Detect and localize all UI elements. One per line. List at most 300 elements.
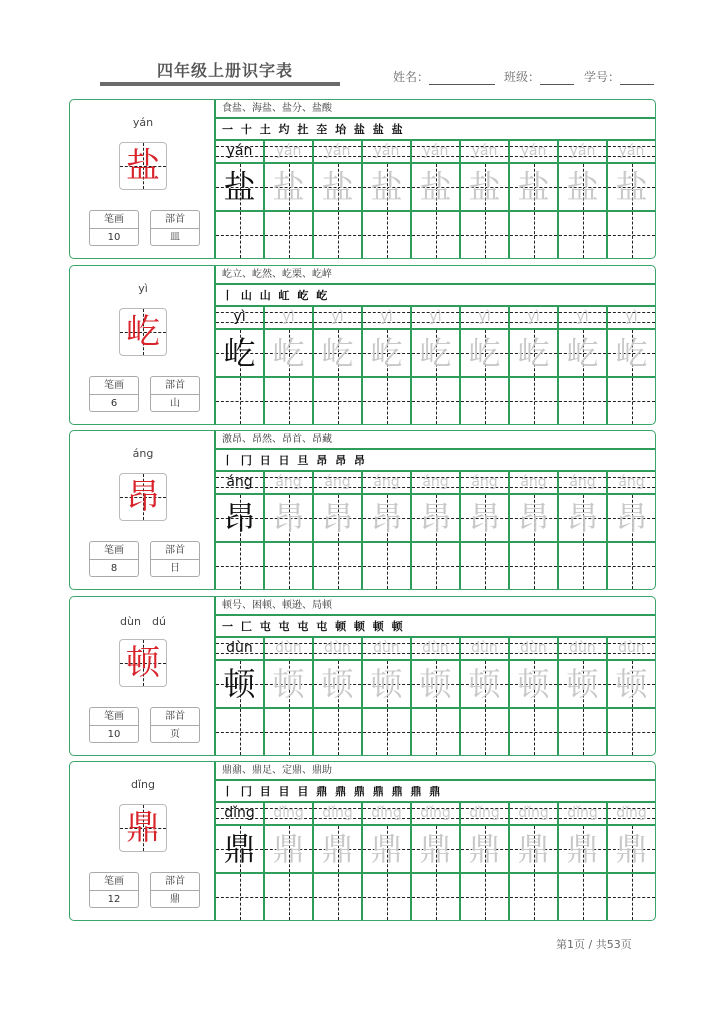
- trace-cell[interactable]: [608, 661, 655, 709]
- blank-writing-cell[interactable]: [216, 709, 263, 755]
- blank-writing-cell[interactable]: [608, 709, 655, 755]
- pinyin-trace: dùn: [275, 640, 302, 656]
- char-trace: 屹: [321, 334, 354, 372]
- radical-box: [150, 707, 200, 743]
- char-trace: 顿: [272, 665, 305, 703]
- example-words: 食盐、海盐、盐分、盐酸: [216, 100, 655, 119]
- character-pinyin: dùn dú: [120, 615, 166, 628]
- char-trace: 鼎: [223, 830, 256, 868]
- trace-cell[interactable]: [461, 826, 508, 874]
- blank-writing-cell[interactable]: [314, 543, 361, 589]
- example-words: 屹立、屹然、屹栗、屹崪: [216, 266, 655, 285]
- blank-writing-cell[interactable]: [265, 212, 312, 258]
- char-trace: 鼎: [321, 830, 354, 868]
- trace-cell[interactable]: [412, 661, 459, 709]
- char-trace: 屹: [566, 334, 599, 372]
- pinyin-cell[interactable]: [314, 638, 361, 661]
- stroke-step: 山: [259, 289, 273, 302]
- pinyin-trace: yì: [576, 309, 589, 325]
- stroke-count-value: 12: [107, 894, 121, 905]
- practice-column: [459, 638, 508, 755]
- trace-cell[interactable]: [510, 826, 557, 874]
- pinyin-cell[interactable]: [559, 307, 606, 330]
- practice-column: [508, 307, 557, 424]
- pinyin-trace: yán: [373, 143, 400, 159]
- trace-cell[interactable]: [314, 164, 361, 212]
- character-info-panel: [70, 431, 216, 589]
- stroke-count-box: [89, 541, 139, 577]
- blank-writing-cell[interactable]: [461, 378, 508, 424]
- pinyin-trace: dùn: [520, 640, 547, 656]
- practice-column: [216, 638, 263, 755]
- trace-cell[interactable]: [363, 661, 410, 709]
- character-glyph: 鼎: [126, 808, 160, 848]
- blank-writing-cell[interactable]: [314, 874, 361, 920]
- practice-panel: [216, 762, 655, 920]
- blank-writing-cell[interactable]: [412, 212, 459, 258]
- practice-column: [312, 307, 361, 424]
- stroke-step: 十: [240, 123, 254, 136]
- pinyin-cell[interactable]: [510, 141, 557, 164]
- pinyin-cell[interactable]: [608, 307, 655, 330]
- pinyin-cell[interactable]: [608, 141, 655, 164]
- trace-cell[interactable]: [412, 826, 459, 874]
- practice-column: [263, 307, 312, 424]
- char-trace: 昂: [468, 499, 501, 537]
- char-trace: 顿: [419, 665, 452, 703]
- stroke-count-label: 笔画: [90, 542, 138, 560]
- example-words: 鼎鼐、鼎足、定鼎、鼎助: [216, 762, 655, 781]
- blank-writing-cell[interactable]: [608, 378, 655, 424]
- blank-writing-cell[interactable]: [559, 212, 606, 258]
- pinyin-cell[interactable]: [461, 141, 508, 164]
- trace-cell[interactable]: [314, 826, 361, 874]
- trace-cell[interactable]: [314, 495, 361, 543]
- trace-cell[interactable]: [265, 826, 312, 874]
- practice-column: [361, 638, 410, 755]
- pinyin-cell[interactable]: [559, 803, 606, 826]
- char-trace: 昂: [419, 499, 452, 537]
- blank-writing-cell[interactable]: [216, 874, 263, 920]
- practice-column: [606, 307, 655, 424]
- pinyin-cell[interactable]: [216, 803, 263, 826]
- pinyin-cell[interactable]: [363, 307, 410, 330]
- radical-label: 部首: [151, 542, 199, 560]
- trace-cell[interactable]: [461, 661, 508, 709]
- pinyin-cell[interactable]: [314, 307, 361, 330]
- stroke-step: 冂: [240, 785, 254, 798]
- trace-cell[interactable]: [265, 330, 312, 378]
- pinyin-cell[interactable]: [559, 472, 606, 495]
- practice-column: [557, 141, 606, 258]
- name-field[interactable]: [393, 68, 495, 85]
- blank-writing-cell[interactable]: [559, 378, 606, 424]
- blank-writing-cell[interactable]: [314, 709, 361, 755]
- blank-writing-cell[interactable]: [608, 543, 655, 589]
- stroke-step: 屯: [297, 620, 311, 633]
- pinyin-trace: dùn: [569, 640, 596, 656]
- pinyin-trace: yán: [324, 143, 351, 159]
- pinyin-cell[interactable]: [363, 472, 410, 495]
- trace-cell[interactable]: [559, 826, 606, 874]
- practice-column: [557, 307, 606, 424]
- practice-column: [216, 307, 263, 424]
- trace-cell[interactable]: [510, 661, 557, 709]
- character-info-panel: [70, 100, 216, 258]
- char-trace: 昂: [517, 499, 550, 537]
- trace-cell[interactable]: [461, 330, 508, 378]
- pinyin-trace: yán: [618, 143, 645, 159]
- trace-cell[interactable]: [216, 164, 263, 212]
- stroke-count-box: [89, 872, 139, 908]
- page-indicator: 第1页 / 共53页: [556, 938, 632, 951]
- practice-column: [508, 803, 557, 920]
- id-field[interactable]: [584, 68, 654, 85]
- stroke-step: 屹: [316, 289, 330, 302]
- pinyin-cell[interactable]: [510, 472, 557, 495]
- blank-writing-cell[interactable]: [265, 378, 312, 424]
- stroke-order: [216, 119, 655, 141]
- char-trace: 昂: [223, 499, 256, 537]
- practice-panel: [216, 100, 655, 258]
- char-trace: 盐: [272, 168, 305, 206]
- pinyin-cell[interactable]: [461, 803, 508, 826]
- pinyin-cell[interactable]: [510, 803, 557, 826]
- stroke-step: 屸: [278, 289, 292, 302]
- pinyin-trace: yì: [380, 309, 393, 325]
- char-trace: 盐: [615, 168, 648, 206]
- blank-writing-cell[interactable]: [363, 874, 410, 920]
- pinyin-cell[interactable]: [216, 638, 263, 661]
- pinyin-trace: dǐng: [567, 805, 598, 821]
- practice-column: [508, 141, 557, 258]
- char-trace: 盐: [370, 168, 403, 206]
- pinyin-trace: yán: [471, 143, 498, 159]
- char-trace: 鼎: [419, 830, 452, 868]
- char-trace: 鼎: [615, 830, 648, 868]
- blank-writing-cell[interactable]: [461, 709, 508, 755]
- stroke-step: 屯: [316, 620, 330, 633]
- trace-cell[interactable]: [559, 495, 606, 543]
- blank-writing-cell[interactable]: [608, 874, 655, 920]
- stroke-step: 鼎: [316, 785, 330, 798]
- blank-writing-cell[interactable]: [559, 874, 606, 920]
- stroke-count-label: 笔画: [90, 377, 138, 395]
- blank-writing-cell[interactable]: [510, 543, 557, 589]
- practice-column: [459, 307, 508, 424]
- blank-writing-cell[interactable]: [559, 709, 606, 755]
- blank-writing-cell[interactable]: [559, 543, 606, 589]
- trace-cell[interactable]: [363, 164, 410, 212]
- blank-writing-cell[interactable]: [314, 212, 361, 258]
- practice-column: [263, 638, 312, 755]
- practice-column: [410, 141, 459, 258]
- stroke-count-value: 8: [110, 563, 118, 574]
- trace-cell[interactable]: [412, 330, 459, 378]
- name-blank[interactable]: [429, 72, 495, 85]
- pinyin-cell[interactable]: [510, 638, 557, 661]
- trace-cell[interactable]: [363, 495, 410, 543]
- trace-cell[interactable]: [559, 661, 606, 709]
- class-field[interactable]: [504, 68, 574, 85]
- pinyin-trace: yán: [226, 143, 253, 159]
- trace-cell[interactable]: [412, 164, 459, 212]
- practice-column: [263, 472, 312, 589]
- character-card: [69, 761, 656, 921]
- trace-cell[interactable]: [608, 330, 655, 378]
- stroke-step: 丨: [222, 785, 235, 798]
- pinyin-cell[interactable]: [412, 141, 459, 164]
- radical-box: [150, 541, 200, 577]
- pinyin-cell[interactable]: [265, 141, 312, 164]
- trace-cell[interactable]: [461, 164, 508, 212]
- blank-writing-cell[interactable]: [216, 543, 263, 589]
- trace-cell[interactable]: [510, 164, 557, 212]
- stroke-step: 丨: [222, 289, 235, 302]
- blank-writing-cell[interactable]: [510, 709, 557, 755]
- stroke-step: 昂: [316, 454, 330, 467]
- stroke-step: 圶: [316, 123, 330, 136]
- blank-writing-cell[interactable]: [510, 874, 557, 920]
- practice-column: [263, 141, 312, 258]
- pinyin-cell[interactable]: [216, 141, 263, 164]
- pinyin-cell[interactable]: [412, 638, 459, 661]
- trace-cell[interactable]: [265, 164, 312, 212]
- char-trace: 盐: [321, 168, 354, 206]
- blank-writing-cell[interactable]: [216, 378, 263, 424]
- trace-cell[interactable]: [412, 495, 459, 543]
- pinyin-cell[interactable]: [363, 803, 410, 826]
- trace-cell[interactable]: [608, 495, 655, 543]
- pinyin-cell[interactable]: [608, 803, 655, 826]
- radical-box: [150, 376, 200, 412]
- blank-writing-cell[interactable]: [608, 212, 655, 258]
- stroke-order: [216, 616, 655, 638]
- pinyin-trace: áng: [373, 474, 400, 490]
- stroke-step: 丨: [222, 454, 235, 467]
- char-trace: 顿: [517, 665, 550, 703]
- pinyin-cell[interactable]: [412, 307, 459, 330]
- pinyin-trace: dùn: [422, 640, 449, 656]
- trace-cell[interactable]: [216, 826, 263, 874]
- practice-grid: [216, 307, 655, 424]
- title-underline: [100, 82, 340, 86]
- trace-cell[interactable]: [510, 495, 557, 543]
- stroke-count-box: [89, 707, 139, 743]
- character-display-box: [119, 639, 167, 687]
- class-label: 班级：: [504, 70, 541, 84]
- stroke-count-box: [89, 210, 139, 246]
- pinyin-trace: dùn: [373, 640, 400, 656]
- stroke-step: 冂: [240, 454, 254, 467]
- pinyin-cell[interactable]: [265, 803, 312, 826]
- blank-writing-cell[interactable]: [265, 709, 312, 755]
- pinyin-trace: dǐng: [322, 805, 353, 821]
- trace-cell[interactable]: [216, 661, 263, 709]
- stroke-count-label: 笔画: [90, 873, 138, 891]
- practice-grid: [216, 803, 655, 920]
- blank-writing-cell[interactable]: [265, 874, 312, 920]
- pinyin-cell[interactable]: [461, 307, 508, 330]
- pinyin-trace: dǐng: [616, 805, 647, 821]
- blank-writing-cell[interactable]: [412, 709, 459, 755]
- practice-column: [606, 472, 655, 589]
- pinyin-cell[interactable]: [461, 472, 508, 495]
- stroke-count-value: 6: [110, 398, 118, 409]
- pinyin-trace: yì: [429, 309, 442, 325]
- stroke-step: 屯: [278, 620, 292, 633]
- blank-writing-cell[interactable]: [510, 378, 557, 424]
- char-trace: 昂: [272, 499, 305, 537]
- trace-cell[interactable]: [216, 330, 263, 378]
- stroke-step: 鼎: [335, 785, 349, 798]
- pinyin-cell[interactable]: [559, 638, 606, 661]
- character-glyph: 昂: [126, 477, 160, 517]
- character-glyph: 顿: [126, 643, 160, 683]
- stroke-count-value: 10: [107, 729, 121, 740]
- trace-cell[interactable]: [265, 661, 312, 709]
- trace-cell[interactable]: [608, 164, 655, 212]
- pinyin-trace: áng: [471, 474, 498, 490]
- pinyin-cell[interactable]: [363, 638, 410, 661]
- char-trace: 鼎: [566, 830, 599, 868]
- pinyin-cell[interactable]: [216, 307, 263, 330]
- pinyin-cell[interactable]: [461, 638, 508, 661]
- pinyin-trace: dùn: [226, 640, 253, 656]
- pinyin-cell[interactable]: [265, 472, 312, 495]
- radical-value: 日: [170, 563, 180, 574]
- practice-column: [459, 141, 508, 258]
- blank-writing-cell[interactable]: [363, 212, 410, 258]
- trace-cell[interactable]: [510, 330, 557, 378]
- practice-grid: [216, 638, 655, 755]
- pinyin-cell[interactable]: [608, 472, 655, 495]
- trace-cell[interactable]: [314, 330, 361, 378]
- pinyin-trace: dùn: [324, 640, 351, 656]
- radical-label: 部首: [151, 708, 199, 726]
- character-info-panel: [70, 762, 216, 920]
- blank-writing-cell[interactable]: [216, 212, 263, 258]
- blank-writing-cell[interactable]: [265, 543, 312, 589]
- blank-writing-cell[interactable]: [412, 378, 459, 424]
- blank-writing-cell[interactable]: [363, 378, 410, 424]
- blank-writing-cell[interactable]: [461, 212, 508, 258]
- blank-writing-cell[interactable]: [314, 378, 361, 424]
- practice-column: [459, 472, 508, 589]
- char-trace: 盐: [468, 168, 501, 206]
- radical-value: 鼎: [170, 894, 180, 905]
- pinyin-cell[interactable]: [510, 307, 557, 330]
- blank-writing-cell[interactable]: [510, 212, 557, 258]
- name-label: 姓名：: [393, 70, 430, 84]
- pinyin-trace: yì: [282, 309, 295, 325]
- pinyin-trace: áng: [226, 474, 253, 490]
- pinyin-cell[interactable]: [559, 141, 606, 164]
- trace-cell[interactable]: [461, 495, 508, 543]
- blank-writing-cell[interactable]: [363, 543, 410, 589]
- trace-cell[interactable]: [314, 661, 361, 709]
- character-display-box: [119, 473, 167, 521]
- radical-box: [150, 872, 200, 908]
- practice-grid: [216, 141, 655, 258]
- blank-writing-cell[interactable]: [363, 709, 410, 755]
- trace-cell[interactable]: [363, 826, 410, 874]
- pinyin-cell[interactable]: [412, 803, 459, 826]
- stroke-step: 圴: [278, 123, 292, 136]
- char-trace: 屹: [272, 334, 305, 372]
- blank-writing-cell[interactable]: [461, 874, 508, 920]
- practice-grid: [216, 472, 655, 589]
- char-trace: 屹: [468, 334, 501, 372]
- pinyin-trace: yì: [625, 309, 638, 325]
- trace-cell[interactable]: [265, 495, 312, 543]
- stroke-step: 盐: [353, 123, 367, 136]
- stroke-count-box: [89, 376, 139, 412]
- pinyin-cell[interactable]: [608, 638, 655, 661]
- radical-box: [150, 210, 200, 246]
- pinyin-cell[interactable]: [265, 307, 312, 330]
- trace-cell[interactable]: [216, 495, 263, 543]
- pinyin-trace: dǐng: [371, 805, 402, 821]
- pinyin-trace: dǐng: [273, 805, 304, 821]
- pinyin-trace: yì: [331, 309, 344, 325]
- character-card: [69, 265, 656, 425]
- class-blank[interactable]: [540, 72, 574, 85]
- practice-column: [606, 638, 655, 755]
- trace-cell[interactable]: [363, 330, 410, 378]
- stroke-step: 昂: [335, 454, 349, 467]
- char-trace: 鼎: [370, 830, 403, 868]
- stroke-count-label: 笔画: [90, 211, 138, 229]
- pinyin-cell[interactable]: [412, 472, 459, 495]
- practice-column: [312, 638, 361, 755]
- char-trace: 昂: [370, 499, 403, 537]
- stroke-step: 目: [278, 785, 292, 798]
- character-pinyin: áng: [132, 447, 154, 460]
- stroke-step: 鼎: [353, 785, 367, 798]
- stroke-step: 日: [259, 454, 273, 467]
- practice-column: [606, 141, 655, 258]
- practice-column: [216, 141, 263, 258]
- pinyin-cell[interactable]: [314, 803, 361, 826]
- trace-cell[interactable]: [559, 164, 606, 212]
- pinyin-cell[interactable]: [314, 141, 361, 164]
- pinyin-cell[interactable]: [216, 472, 263, 495]
- trace-cell[interactable]: [608, 826, 655, 874]
- id-label: 学号：: [584, 70, 621, 84]
- blank-writing-cell[interactable]: [461, 543, 508, 589]
- char-trace: 屹: [615, 334, 648, 372]
- id-blank[interactable]: [620, 72, 654, 85]
- practice-column: [508, 638, 557, 755]
- pinyin-cell[interactable]: [265, 638, 312, 661]
- stroke-step: 盐: [391, 123, 405, 136]
- blank-writing-cell[interactable]: [412, 874, 459, 920]
- practice-column: [216, 472, 263, 589]
- stroke-step: 鼎: [372, 785, 386, 798]
- char-trace: 盐: [517, 168, 550, 206]
- trace-cell[interactable]: [559, 330, 606, 378]
- pinyin-trace: áng: [275, 474, 302, 490]
- pinyin-cell[interactable]: [363, 141, 410, 164]
- character-glyph: 屹: [126, 312, 160, 352]
- practice-column: [216, 803, 263, 920]
- pinyin-trace: áng: [618, 474, 645, 490]
- character-display-box: [119, 142, 167, 190]
- blank-writing-cell[interactable]: [412, 543, 459, 589]
- stroke-step: 匚: [240, 620, 254, 633]
- pinyin-cell[interactable]: [314, 472, 361, 495]
